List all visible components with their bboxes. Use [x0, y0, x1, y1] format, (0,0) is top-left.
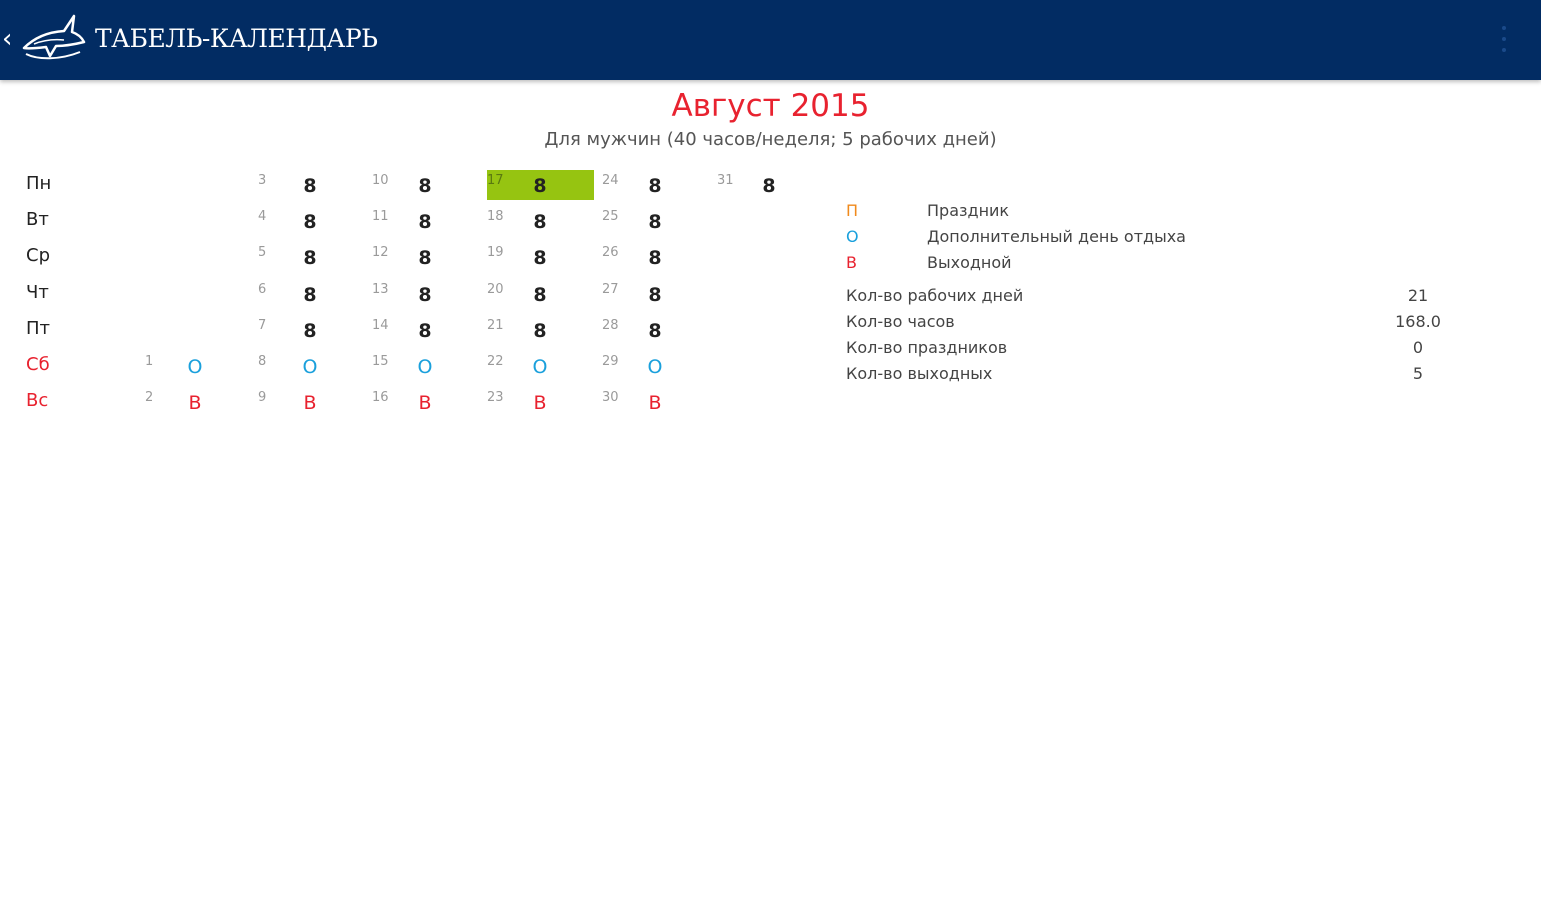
stat-value: 168.0 [1395, 312, 1441, 331]
app-title: ТАБЕЛЬ-КАЛЕНДАРЬ [95, 24, 378, 53]
legend-text: Выходной [927, 253, 1012, 272]
day-cell-value[interactable]: В [418, 392, 432, 415]
day-number: 18 [487, 209, 504, 225]
day-number: 19 [487, 245, 504, 261]
day-number: 23 [487, 390, 504, 406]
day-number: 12 [372, 245, 389, 261]
day-number: 26 [602, 245, 619, 261]
day-cell-value[interactable]: 8 [533, 247, 547, 270]
day-cell-value[interactable]: О [187, 356, 203, 378]
day-number: 13 [372, 281, 389, 297]
day-cell-value[interactable]: 8 [762, 175, 776, 197]
day-number: 30 [602, 390, 619, 406]
legend-code: О [846, 227, 859, 246]
day-cell-value[interactable]: О [417, 356, 433, 378]
day-cell-value[interactable]: В [648, 392, 662, 415]
stat-label: Кол-во праздников [846, 338, 1008, 357]
day-number: 28 [602, 317, 619, 333]
day-number: 8 [258, 354, 267, 369]
day-cell-value[interactable]: 8 [303, 175, 317, 197]
day-cell-value[interactable]: В [188, 392, 202, 415]
day-cell-value[interactable]: О [302, 356, 318, 378]
weekday-label: Пн [26, 173, 52, 194]
norm-subtitle: Для мужчин (40 часов/неделя; 5 рабочих дней) [544, 129, 997, 150]
day-cell-value[interactable]: 8 [418, 283, 432, 306]
day-number: 22 [487, 354, 504, 369]
day-cell-value[interactable]: 8 [303, 283, 317, 306]
back-icon[interactable]: ‹ [2, 24, 13, 54]
day-number: 16 [372, 390, 389, 406]
day-number: 21 [487, 317, 504, 333]
day-number: 6 [258, 281, 267, 297]
stat-label: Кол-во рабочих дней [846, 286, 1024, 305]
stat-label: Кол-во выходных [846, 364, 993, 383]
day-number: 17 [487, 173, 504, 188]
day-number: 15 [372, 354, 389, 369]
day-cell-value[interactable]: О [532, 356, 548, 378]
day-number: 5 [258, 245, 267, 261]
day-number: 31 [717, 173, 734, 188]
day-cell-value[interactable]: 8 [533, 211, 547, 234]
day-number: 11 [372, 209, 389, 225]
day-cell-value[interactable]: 8 [418, 247, 432, 270]
weekday-label: Ср [26, 245, 50, 267]
day-cell-value[interactable]: 8 [533, 319, 547, 342]
legend-code: П [846, 201, 859, 220]
stat-label: Кол-во часов [846, 312, 955, 331]
day-number: 14 [372, 317, 389, 333]
stat-value: 5 [1412, 364, 1424, 383]
day-cell-value[interactable]: 8 [303, 247, 317, 270]
day-number: 25 [602, 209, 619, 225]
app-bar [0, 0, 1541, 80]
day-cell-value[interactable]: 8 [648, 175, 662, 197]
day-cell-value[interactable]: 8 [303, 211, 317, 234]
legend-text: Дополнительный день отдыха [927, 227, 1186, 246]
weekday-label: Чт [26, 281, 49, 303]
day-cell-value[interactable]: В [533, 392, 547, 415]
legend-code: В [846, 253, 857, 272]
weekday-label: Пт [26, 317, 51, 339]
day-cell-value[interactable]: 8 [418, 211, 432, 234]
day-number: 4 [258, 209, 267, 225]
shark-logo-icon[interactable] [20, 14, 88, 64]
day-cell-value[interactable]: 8 [648, 211, 662, 234]
day-number: 3 [258, 173, 267, 188]
stat-value: 21 [1407, 286, 1429, 305]
day-cell-value[interactable]: 8 [648, 247, 662, 270]
day-cell-value[interactable]: 8 [418, 175, 432, 197]
weekday-label: Сб [26, 354, 50, 375]
day-number: 29 [602, 354, 619, 369]
stat-value: 0 [1412, 338, 1424, 357]
more-vert-icon[interactable] [1497, 22, 1511, 56]
day-cell-value[interactable]: В [303, 392, 317, 415]
day-cell-value[interactable]: О [647, 356, 663, 378]
day-cell-value[interactable]: 8 [418, 319, 432, 342]
weekday-label: Вт [26, 209, 49, 231]
legend-text: Праздник [927, 201, 1010, 220]
month-title: Август 2015 [671, 88, 870, 124]
day-number: 10 [372, 173, 389, 188]
weekday-label: Вс [26, 390, 49, 412]
day-cell-value[interactable]: 8 [533, 175, 547, 197]
day-number: 2 [145, 390, 154, 406]
day-number: 7 [258, 317, 267, 333]
day-cell-value[interactable]: 8 [533, 283, 547, 306]
day-number: 27 [602, 281, 619, 297]
day-cell-value[interactable]: 8 [303, 319, 317, 342]
day-number: 9 [258, 390, 267, 406]
day-number: 24 [602, 173, 619, 188]
day-cell-value[interactable]: 8 [648, 319, 662, 342]
day-cell-value[interactable]: 8 [648, 283, 662, 306]
day-number: 20 [487, 281, 504, 297]
day-number: 1 [145, 354, 154, 369]
